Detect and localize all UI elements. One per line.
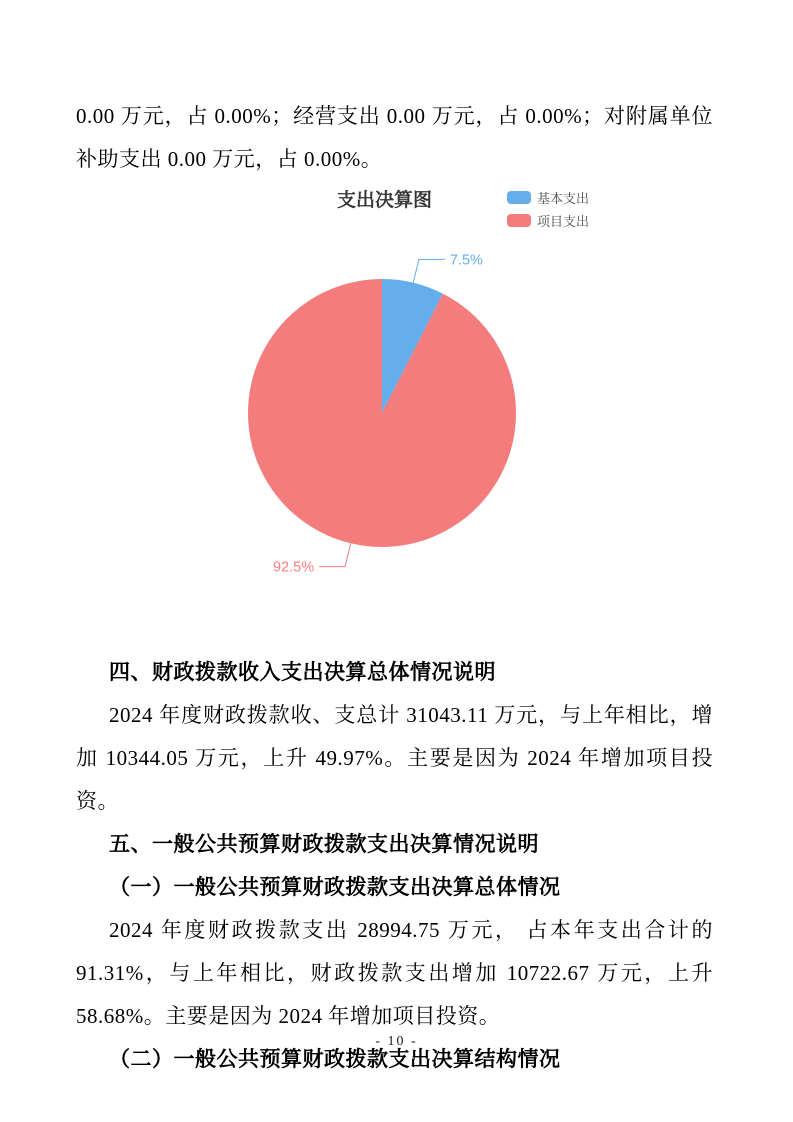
legend-label-project-expenditure: 项目支出 xyxy=(537,214,590,229)
page-number: - 10 - xyxy=(375,1034,418,1049)
section-paragraph-4: 2024 年度财政拨款收、支总计 31043.11 万元，与上年相比，增加 10344.05 万元，上升 49.97%。主要是因为 2024 年增加项目投资。 xyxy=(76,703,713,813)
pie-slice-percentage-label: 92.5% xyxy=(272,559,315,576)
expenditure-pie-chart xyxy=(76,181,713,651)
intro-paragraph: 0.00 万元，占 0.00%；经营支出 0.00 万元，占 0.00%；对附属单位补助支出 0.00 万元，占 0.00%。 xyxy=(76,104,713,171)
pie-label-leader-line xyxy=(319,542,351,566)
section-heading-5-2: （二）一般公共预算财政拨款支出决算结构情况 xyxy=(109,1047,561,1071)
section-paragraph-5-1: 2024 年度财政拨款支出 28994.75 万元， 占本年支出合计的 91.31%，与上年相比，财政拨款支出增加 10722.67 万元，上升 58.68%。主要是因为 2024 年增加项目投资。 xyxy=(76,918,713,1028)
section-heading-5-1: （一）一般公共预算财政拨款支出决算总体情况 xyxy=(109,875,561,899)
legend-label-basic-expenditure: 基本支出 xyxy=(537,191,590,206)
section-heading-4: 四、财政拨款收入支出决算总体情况说明 xyxy=(109,660,496,684)
pie-label-leader-line xyxy=(413,259,445,283)
pie-slice-percentage-label: 7.5% xyxy=(449,252,483,269)
section-heading-5: 五、一般公共预算财政拨款支出决算情况说明 xyxy=(109,832,539,856)
chart-title: 支出决算图 xyxy=(337,190,433,211)
pie-chart-svg xyxy=(76,181,713,651)
pie-slice-项目支出 xyxy=(248,279,516,547)
